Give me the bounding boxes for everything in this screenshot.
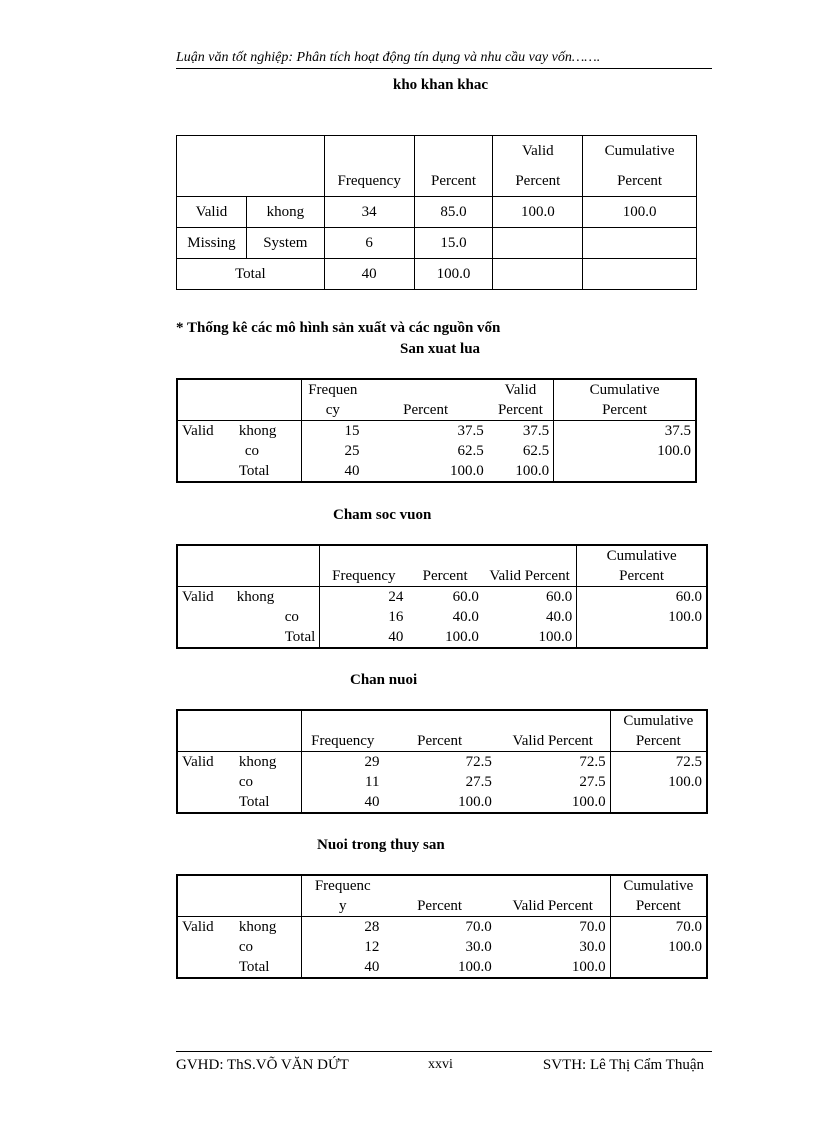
table2-title: San xuat lua: [400, 341, 481, 357]
table4-header-row: [177, 710, 707, 752]
table2-col-valid-percent: Valid Percent: [488, 379, 554, 421]
table-row-total: Total 40 100.0 100.0: [177, 461, 696, 482]
table3-col-cumulative-percent: Cumulative Percent: [577, 545, 707, 587]
table1-col-cumulative-percent: Cumulative Percent: [583, 136, 697, 197]
table4-col-percent: Percent: [383, 710, 495, 752]
table-row-total: Total 40 100.0 100.0: [177, 957, 707, 978]
table2-col-cumulative-percent: Cumulative Percent: [554, 379, 696, 421]
header-rule: [176, 68, 712, 69]
table2-header-row: [177, 379, 696, 421]
footer-advisor: GVHD: ThS.VÕ VĂN DỨT: [176, 1057, 349, 1073]
footer-rule: [176, 1051, 712, 1052]
page-number: xxvi: [428, 1057, 453, 1072]
table4-col-cumulative-percent: Cumulative Percent: [610, 710, 707, 752]
table5-col-percent: Percent: [383, 875, 495, 917]
table-row-total: Total 40 100.0: [177, 259, 697, 290]
table4-col-valid-percent: Valid Percent: [496, 710, 610, 752]
table-row: Valid khong 29 72.5 72.5 72.5: [177, 752, 707, 773]
table3-col-valid-percent: Valid Percent: [483, 545, 577, 587]
table-row: Valid khong 24 60.0 60.0 60.0: [177, 587, 707, 608]
table5-header-row: [177, 875, 707, 917]
table-row: Valid khong 34 85.0 100.0 100.0: [177, 197, 697, 228]
table4-col-frequency: Frequency: [302, 710, 384, 752]
table3-col-percent: Percent: [407, 545, 483, 587]
table1-col-frequency: Frequency: [324, 136, 414, 197]
table4-title: Chan nuoi: [350, 672, 418, 688]
table1-col-valid-percent: Valid Percent: [493, 136, 583, 197]
section-heading: * Thống kê các mô hình sản xuất và các nguồn vốn: [176, 320, 501, 336]
table-row-total: Total 40 100.0 100.0: [177, 792, 707, 813]
table-row-total: Total 40 100.0 100.0: [177, 627, 707, 648]
table1-frequency-table: [176, 135, 697, 290]
table5-col-cumulative-percent: Cumulative Percent: [610, 875, 707, 917]
footer-student: SVTH: Lê Thị Cẩm Thuận: [542, 1057, 704, 1073]
table1-header-row: [177, 136, 697, 197]
table-row: co 11 27.5 27.5 100.0: [177, 772, 707, 792]
table2-frequency-table: [176, 378, 697, 483]
table3-title: Cham soc vuon: [333, 507, 432, 523]
table-row: Missing System 6 15.0: [177, 228, 697, 259]
table-row: co 25 62.5 62.5 100.0: [177, 441, 696, 461]
running-header: Luận văn tốt nghiệp: Phân tích hoạt động tín dụng và nhu cầu vay vốn…….: [176, 50, 601, 65]
table3-frequency-table: [176, 544, 708, 649]
table-row: Valid khong 28 70.0 70.0 70.0: [177, 917, 707, 938]
table-row: co 16 40.0 40.0 100.0: [177, 607, 707, 627]
table-row: Valid khong 15 37.5 37.5 37.5: [177, 421, 696, 442]
table3-col-frequency: Frequency: [320, 545, 408, 587]
table5-col-valid-percent: Valid Percent: [496, 875, 610, 917]
table5-frequency-table: [176, 874, 708, 979]
table5-title: Nuoi trong thuy san: [317, 837, 445, 853]
table3-header-row: [177, 545, 707, 587]
table5-col-frequency: Frequenc y: [302, 875, 384, 917]
table1-title: kho khan khac: [393, 77, 489, 93]
table2-col-frequency: Frequen cy: [302, 379, 364, 421]
table1-col-percent: Percent: [414, 136, 493, 197]
table2-col-percent: Percent: [364, 379, 488, 421]
table4-frequency-table: [176, 709, 708, 814]
table-row: co 12 30.0 30.0 100.0: [177, 937, 707, 957]
